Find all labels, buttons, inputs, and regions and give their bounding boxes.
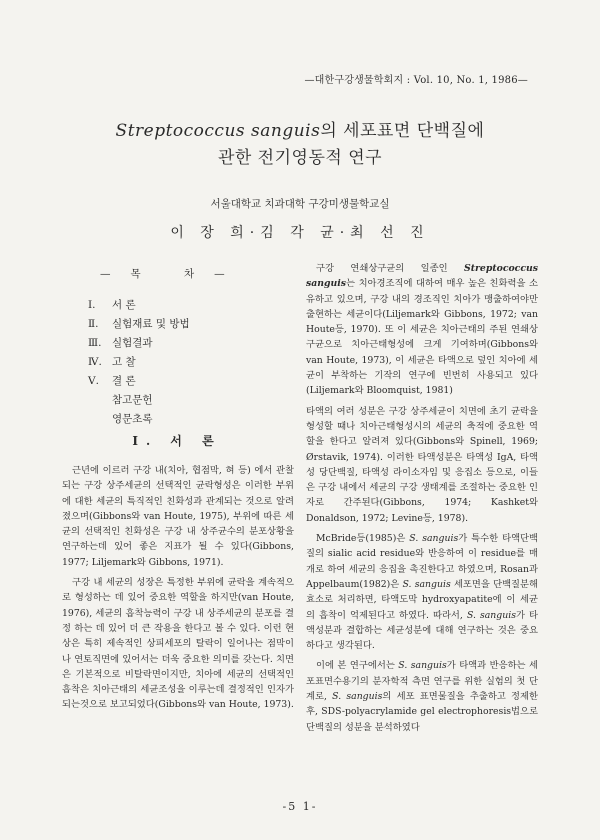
text-run: 가 타액성분과 결합하는 세균성분에 대해 연구하는 것은 중요하다고 생각된다. (306, 609, 539, 652)
toc-item-label: 영문초록 (112, 413, 153, 425)
toc-item (88, 315, 288, 334)
toc-item-label: 서 론 (112, 299, 136, 311)
section-heading: Ⅰ. 서 론 (132, 434, 222, 448)
title-line-1 (0, 118, 600, 145)
paper-title (0, 118, 600, 172)
title-species: Streptococcus sanguis (115, 121, 321, 141)
toc-item-label: 실험결과 (112, 337, 153, 349)
toc-item-number: Ⅰ. (88, 299, 96, 311)
body-paragraph: 구강 내 세균의 성장은 특정한 부위에 균락을 계속적으로 형성하는 데 있어 중요한 역할을 하지만(van Houte, 1976), 세균의 흡착능력이 구강 내 상주세균의 분포를 결정 하는 데 있어 더 큰 작용을 한다고 볼 수 있다. 이런 현상은 특히 제속적인 상피세포의 탈락이 일어나는 점막이나 연토직면에 있어서는 더욱 중요한 의미를 갖는다. 치면은 기본적으로 비탈락면이지만, 치아에 세균의 선택적인 흡착은 치아근태의 세균조성을 이루는데 결정적인 인자가 되는것으로 보고되었다(Gibbons와 van Houte, 1973). (62, 577, 294, 711)
text-run: McBride등(1985)은 (316, 533, 410, 545)
toc-item-label: 참고문헌 (112, 394, 153, 406)
toc-item-number: Ⅱ. (88, 318, 99, 330)
journal-header: —대한구강생물학회지 : Vol. 10, No. 1, 1986— (304, 75, 528, 86)
species-name: S. sanguis (398, 660, 447, 672)
toc-item (88, 353, 288, 372)
toc-item-label: 결 론 (112, 375, 136, 387)
body-paragraph: 타액의 여러 성분은 구강 상주세균이 치면에 초기 균락을 형성할 때나 치아근태형성시의 세균의 축적에 중요한 역할을 한다고 알려져 있다(Gibbons와 Spinell, 1969; Ørstavik, 1974). 이러한 타액성분은 타액성 IgA, 타액성 당단백질, 타액성 라이소자임 및 응집소 등으로, 이들은 구강 내에서 세균의 구강 생태계를 조절하는 중요한 인자로 간주된다(Gibbons, 1974; Kashket와 Donaldson, 1972; Levine등, 1978). (306, 405, 538, 524)
right-column (306, 261, 538, 740)
text-run: 구강 연쇄상구균의 일종인 (316, 263, 464, 274)
body-paragraph: 근년에 이르러 구강 내(치아, 협점막, 혀 등) 에서 관찰되는 구강 상주세균의 선택적인 균락형성은 이러한 부위에 대한 세균의 특직적인 친화성과 관계되는 것으로 알려졌으며(Gibbons와 van Houte, 1975), 부위에 따른 세균의 선택적인 친화성은 구강 내 상주균수의 분포상황을 연구하는데 있어 좋은 지표가 될 수 있다(Gibbons, 1977; Liljemark와 Gibbons, 1971). (62, 465, 294, 568)
species-name: S. sanguis (409, 533, 459, 545)
toc-item-label: 실험재료 및 방법 (112, 318, 190, 330)
toc-title: —목 차— (100, 268, 245, 280)
text-run: 가 특수한 타액단백질의 sialic acid residue와 반응하여 이 residue를 매개로 하여 세균의 응집을 촉진한다고 하였으며, Rosan과 Appelbaum(1982)은 (306, 533, 539, 590)
toc-item-number: Ⅴ. (88, 375, 99, 387)
page-number: -5 1- (282, 800, 318, 813)
title-line-2: 관한 전기영동적 연구 (217, 148, 383, 168)
text-run: 의 세포 표면물질을 추출하고 정제한 후, SDS-polyacrylamide gel electrophoresis법으로 단백질의 성분을 분석하였다 (306, 691, 539, 733)
species-name: Streptococcus sanguis (306, 263, 538, 290)
authors: 이 장 희·김 각 균·최 선 진 (170, 225, 430, 241)
title-line-1-rest: 의 세포표면 단백질에 (320, 121, 485, 141)
body-paragraph (306, 658, 538, 734)
text-run: 이에 본 연구에서는 (316, 660, 399, 672)
text-run: 세포면을 단백질분해효소로 처리하면, 타액도막 hydroxyapatite에 이 세균의 흡착이 억제된다고 하였다. 따라서, (306, 578, 538, 621)
species-name: S. sanguis (466, 609, 516, 621)
toc-item-number: Ⅲ. (88, 337, 102, 349)
affiliation: 서울대학교 치과대학 구강미생물학교실 (210, 198, 390, 210)
table-of-contents (88, 266, 288, 429)
toc-item (88, 410, 288, 429)
toc-item (88, 296, 288, 315)
toc-item (88, 391, 288, 410)
body-paragraph (306, 531, 538, 653)
text-run: 가 타액과 반응하는 세포표면수용기의 분자학적 측면 연구를 위한 실험의 첫 단계로, (306, 660, 538, 703)
left-column (62, 463, 294, 718)
toc-item-label: 고 찰 (112, 356, 136, 368)
toc-item (88, 372, 288, 391)
species-name: S. sanguis (332, 691, 383, 703)
toc-item (88, 334, 288, 353)
text-run: 는 치아경조직에 대하여 매우 높은 친화력을 소유하고 있으며, 구강 내의 경조직인 치아가 맹출하여야만 출현하는 세균이다(Liljemark와 Gibbons, 1972; van Houte등, 1970). 또 이 세균은 치아근태의 주된 연쇄상구균으로 치아근태형성에 크게 기여하며(Gibbons와 van Houte, 1973), 이 세균은 타액으로 덮인 치아에 세균이 부착하는 기작의 연구에 빈번히 사용되고 있다(Liljemark와 Bloomquist, 1981) (306, 278, 538, 397)
species-name: S. sanguis (402, 578, 451, 590)
body-paragraph (306, 261, 538, 399)
toc-item-number: Ⅳ. (88, 356, 102, 368)
